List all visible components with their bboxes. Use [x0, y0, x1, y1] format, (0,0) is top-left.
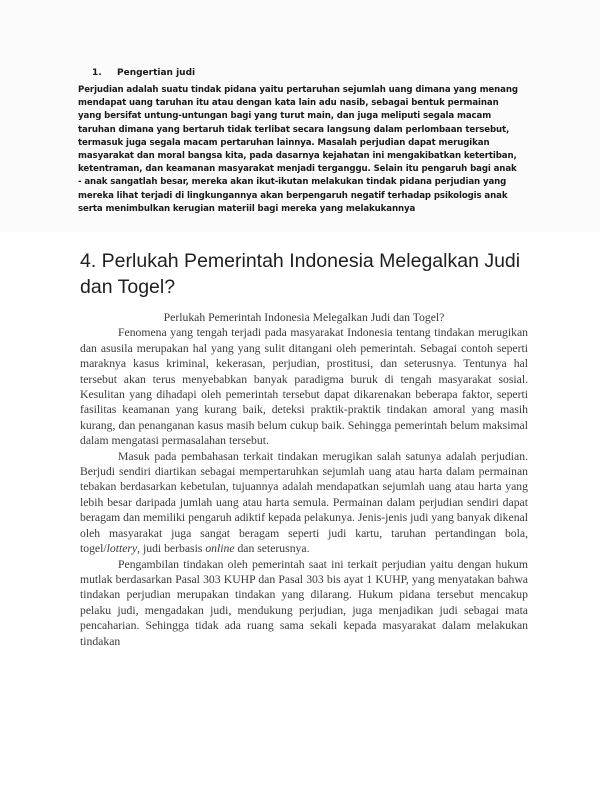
- list-number: 1.: [92, 68, 102, 78]
- section-heading: 4. Perlukah Pemerintah Indonesia Melegalkan Judi dan Togel?: [80, 250, 521, 298]
- article-paragraph-3: Pengambilan tindakan oleh pemerintah saat ini terkait perjudian yaitu dengan hukum mutlak berdasarkan Pasal 303 KUHP dan Pasal 303 bis ayat 1 KUHP, yang menyatakan bahwa tindakan perjudian merupakan tindakan yang dilarang. Hukum pidana tersebut mencakup pelaku judi, mengadakan judi, mendukung perjudian, juga menjadikan judi sebagai mata pencaharian. Sehingga tidak ada ruang sama sekali kepada masyarakat dalam melakukan tindakan: [80, 557, 528, 648]
- article-paragraph-1: Fenomena yang tengah terjadi pada masyarakat Indonesia tentang tindakan merugikan dan asusila merupakan hal yang yang sulit ditangani oleh pemerintah. Sebagai contoh seperti maraknya kasus kriminal, kekerasan, perjudian, prostitusi, dan seterusnya. Tentunya hal tersebut akan terus menyebabkan banyak paradigma buruk di tengah masyarakat sosial. Kesulitan yang dihadapi oleh pemerintah tersebut dapat dikarenakan beberapa faktor, seperti fasilitas keamanan yang kurang baik, deteksi praktik-praktik tindakan amoral yang masih kurang, dan penanganan kasus masih belum cukup baik. Sehingga pemerintah belum maksimal dalam mengatasi permasalahan tersebut.: [80, 326, 528, 448]
- para2-mid: , judi berbasis: [137, 542, 206, 556]
- para2-end: dan seterusnya.: [234, 542, 310, 556]
- list-title: Pengertian judi: [117, 68, 196, 78]
- para2-online: online: [205, 542, 235, 556]
- article-title: Perlukah Pemerintah Indonesia Melegalkan Judi dan Togel?: [163, 311, 445, 324]
- scanned-excerpt: [0, 0, 600, 232]
- list-item-definition: [92, 68, 195, 78]
- article-paragraph-2: [80, 449, 528, 557]
- definition-paragraph: Perjudian adalah suatu tindak pidana yaitu pertaruhan sejumlah uang dimana yang menang mendapat uang taruhan itu atau dengan kata lain adu nasib, sebagai bentuk permainan yang bersifat untung-untungan bagi yang turut main, dan juga meliputi segala macam taruhan dimana yang bertaruh tidak terlibat secara langsung dalam perlombaan tersebut, termasuk juga segala macam pertaruhan lainnya. Masalah perjudian dapat merugikan masyarakat dan moral bangsa kita, pada dasarnya kejahatan ini mengakibatkan ketertiban, ketentraman, dan keamanan masyarakat menjadi terganggu. Selain itu pengaruh bagi anak - anak sangatlah besar, mereka akan ikut-ikutan melakukan tindak pidana perjudian yang mereka lihat terjadi di lingkungannya akan berpengaruh negatif terhadap psikologis anak serta menimbulkan kerugian materiil bagi mereka yang melakukannya: [78, 85, 518, 214]
- para2-lottery: lottery: [106, 542, 138, 556]
- para2-start: Masuk pada pembahasan terkait tindakan merugikan salah satunya adalah perjudian. Berjudi sendiri diartikan sebagai mempertaruhkan sejumlah uang atau harta dalam permainan tebakan berdasarkan kebetulan, tujuannya adalah mendapatkan sejumlah uang atau harta yang lebih besar daripada jumlah uang atau harta semula. Permainan dalam perjudian sendiri dapat beragam dan memiliki pengaruh adiktif kepada pelakunya. Jenis-jenis judi yang banyak dikenal oleh masyarakat juga sangat beragam seperti judi kartu, taruhan pertandingan bola, togel/: [80, 449, 528, 556]
- article-body: [80, 310, 528, 649]
